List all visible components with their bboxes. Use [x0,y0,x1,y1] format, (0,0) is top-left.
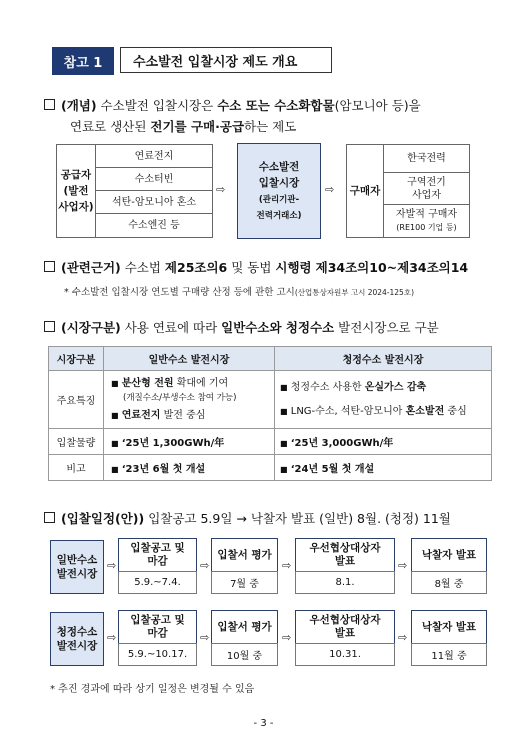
arrow-right-icon: ⇨ [282,631,292,644]
table-row-label: 입찰물량 [49,429,104,455]
market-table [48,346,492,481]
schedule-step: 낙찰자 발표 8월 중 [411,538,487,594]
supplier-item: 수소엔진 등 [95,213,213,238]
table-header: 시장구분 [49,347,104,371]
arrow-right-icon: ⇨ [200,559,210,572]
table-row-label: 비고 [49,455,104,481]
market-line: (시장구분) 사용 연료에 따라 일반수소와 청정수소 발전시장으로 구분 [44,318,439,338]
checkbox-square-icon [44,261,55,272]
buyer-item: 구역전기 사업자 [383,172,470,205]
checkbox-square-icon [44,99,55,110]
buyer-label: 구매자 [346,144,384,238]
table-cell: ■ ‘24년 5월 첫 개설 [275,455,492,481]
supplier-item: 수소터빈 [95,167,213,191]
arrow-right-icon: ⇨ [398,559,408,572]
concept-line-2: 연료로 생산된 전기를 구매·공급하는 제도 [70,119,297,134]
buyer-item: 자발적 구매자 (RE100 기업 등) [383,204,470,238]
arrow-right-icon: ⇨ [200,631,210,644]
arrow-right-icon: ⇨ [398,631,408,644]
table-cell: ■ ‘25년 3,000GWh/年 [275,429,492,455]
table-cell: ■ ‘23년 6월 첫 개설 [104,455,275,481]
arrow-right-icon: ⇨ [325,183,335,196]
schedule-clean-label: 청정수소 발전시장 [50,612,104,666]
schedule-step: 낙찰자 발표 11월 중 [411,610,487,666]
page-number: - 3 - [253,718,274,729]
basis-line: (관련근거) 수소법 제25조의6 및 동법 시행령 제34조의10~제34조의14 [44,258,468,278]
schedule-step: 입찰서 평가 7월 중 [211,538,278,594]
schedule-general-label: 일반수소 발전시장 [50,540,104,594]
schedule-note: * 추진 경과에 따라 상기 일정은 변경될 수 있음 [50,684,255,695]
market-box: 수소발전 입찰시장 (관리기관- 전력거래소) [237,143,321,239]
supplier-label: 공급자 (발전 사업자) [56,144,96,238]
schedule-step: 입찰공고 및 마감 5.9.~7.4. [118,538,197,594]
schedule-step: 우선협상대상자 발표 10.31. [295,610,395,666]
supplier-item: 석탄-암모니아 혼소 [95,190,213,214]
section-badge: 참고 1 [52,47,114,75]
buyer-item: 한국전력 [383,144,470,173]
arrow-right-icon: ⇨ [216,183,226,196]
basis-note: * 수소발전 입찰시장 연도별 구매량 산정 등에 관한 고시(산업통상자원부 고시 2024-125호) [64,287,414,298]
table-row-label: 주요특징 [49,371,104,429]
schedule-step: 우선협상대상자 발표 8.1. [295,538,395,594]
table-cell: ■ 청정수소 사용한 온실가스 감축 ■ LNG-수소, 석탄-암모니아 혼소발전 중심 [275,371,492,429]
table-cell: ■ ‘25년 1,300GWh/年 [104,429,275,455]
table-cell: ■ 분산형 전원 확대에 기여 (개질수소/부생수소 참여 가능) ■ 연료전지 발전 중심 [104,371,275,429]
table-header: 청정수소 발전시장 [275,347,492,371]
supplier-item: 연료전지 [95,144,213,168]
schedule-line: (입찰일정(안)) 입찰공고 5.9일 → 낙찰자 발표 (일반) 8월. (청정) 11월 [44,509,451,529]
schedule-step: 입찰서 평가 10월 중 [211,610,278,666]
table-header: 일반수소 발전시장 [104,347,275,371]
schedule-step: 입찰공고 및 마감 5.9.~10.17. [118,610,197,666]
checkbox-square-icon [44,321,55,332]
page-title: 수소발전 입찰시장 제도 개요 [120,47,332,73]
arrow-right-icon: ⇨ [282,559,292,572]
arrow-right-icon: ⇨ [107,559,117,572]
arrow-right-icon: ⇨ [107,631,117,644]
concept-line-1: (개념) 수소발전 입찰시장은 수소 또는 수소화합물(암모니아 등)을 [44,96,421,116]
checkbox-square-icon [44,512,55,523]
